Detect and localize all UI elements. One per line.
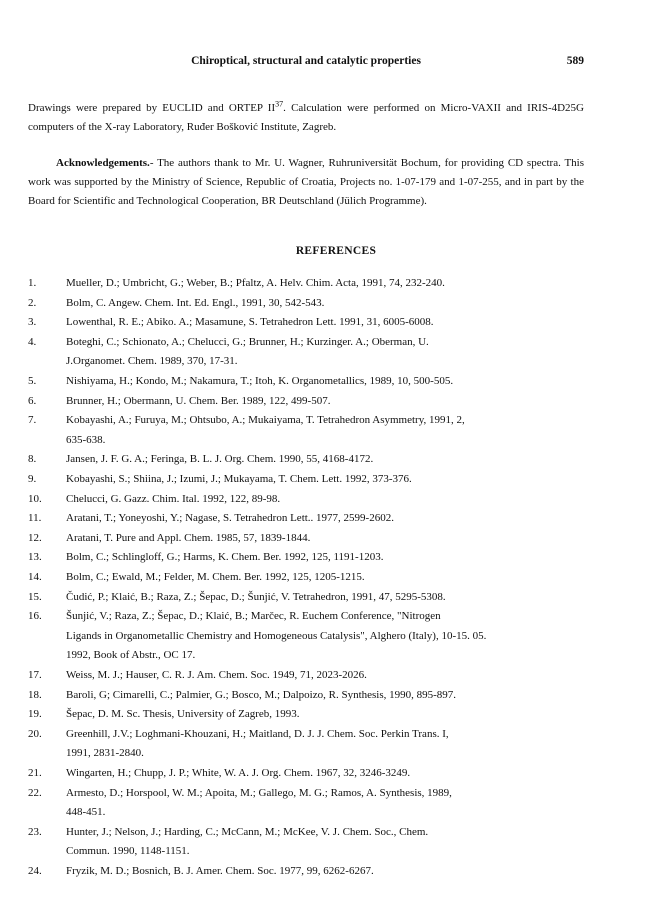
reference-text <box>66 686 584 706</box>
reference-item <box>28 470 584 490</box>
reference-number: 24. <box>28 865 42 877</box>
reference-item <box>28 568 584 588</box>
reference-line: Čudić, P.; Klaić, B.; Raza, Z.; Šepac, D.; Šunjić, V. Tetrahedron, 1991, 47, 5295-5308. <box>66 590 446 603</box>
reference-line: Greenhill, J.V.; Loghmani-Khouzani, H.; Maitland, D. J. J. Chem. Soc. Perkin Trans. I, <box>66 727 449 740</box>
reference-text <box>66 784 584 823</box>
reference-line: Hunter, J.; Nelson, J.; Harding, C.; McCann, M.; McKee, V. J. Chem. Soc., Chem. <box>66 825 429 838</box>
reference-line: Aratani, T. Pure and Appl. Chem. 1985, 57, 1839-1844. <box>66 531 311 544</box>
reference-line: Commun. 1990, 1148-1151. <box>66 845 190 858</box>
reference-line: Brunner, H.; Obermann, U. Chem. Ber. 1989, 122, 499-507. <box>66 394 331 407</box>
reference-item <box>28 294 584 314</box>
reference-item <box>28 490 584 510</box>
reference-text <box>66 588 584 608</box>
reference-line: J.Organomet. Chem. 1989, 370, 17-31. <box>66 355 238 368</box>
reference-number: 23. <box>28 825 42 838</box>
reference-item <box>28 862 584 882</box>
reference-item <box>28 372 584 392</box>
reference-number: 8. <box>28 453 37 466</box>
reference-line: Boteghi, C.; Schionato, A.; Chelucci, G.; Brunner, H.; Kurzinger. A.; Oberman, U. <box>66 335 429 348</box>
reference-item <box>28 529 584 549</box>
reference-line: Fryzik, M. D.; Bosnich, B. J. Amer. Chem. Soc. 1977, 99, 6262-6267. <box>66 865 374 877</box>
reference-item <box>28 666 584 686</box>
reference-line: Jansen, J. F. G. A.; Feringa, B. L. J. Org. Chem. 1990, 55, 4168-4172. <box>66 453 374 466</box>
reference-line: Nishiyama, H.; Kondo, M.; Nakamura, T.; Itoh, K. Organometallics, 1989, 10, 500-505. <box>66 375 454 387</box>
reference-text <box>66 294 584 314</box>
reference-number: 21. <box>28 767 42 779</box>
reference-number: 19. <box>28 708 42 721</box>
reference-number: 2. <box>28 296 37 309</box>
reference-item <box>28 823 584 862</box>
reference-line: Mueller, D.; Umbricht, G.; Weber, B.; Pfaltz, A. Helv. Chim. Acta, 1991, 74, 232-240. <box>66 277 445 289</box>
reference-item <box>28 686 584 706</box>
reference-line: Šunjić, V.; Raza, Z.; Šepac, D.; Klaić, B.; Marčec, R. Euchem Conference, "Nitrogen <box>66 610 441 623</box>
reference-number: 20. <box>28 727 42 740</box>
reference-number: 10. <box>28 492 42 505</box>
reference-number: 16. <box>28 610 42 623</box>
reference-number: 7. <box>28 414 37 427</box>
reference-text <box>66 490 584 510</box>
reference-line: Lowenthal, R. E.; Abiko. A.; Masamune, S. Tetrahedron Lett. 1991, 31, 6005-6008. <box>66 316 434 329</box>
reference-line: Aratani, T.; Yoneyoshi, Y.; Nagase, S. Tetrahedron Lett.. 1977, 2599-2602. <box>66 512 394 525</box>
reference-number: 17. <box>28 669 42 681</box>
reference-text <box>66 450 584 470</box>
reference-text <box>66 568 584 588</box>
page-header <box>28 55 584 73</box>
reference-line: Bolm, C. Angew. Chem. Int. Ed. Engl., 1991, 30, 542-543. <box>66 296 325 309</box>
reference-line: 1991, 2831-2840. <box>66 747 144 760</box>
reference-item <box>28 333 584 372</box>
reference-number: 18. <box>28 688 42 701</box>
reference-text <box>66 529 584 549</box>
reference-number: 14. <box>28 571 42 583</box>
reference-text <box>66 666 584 686</box>
acknowledgements-text: - The authors thank to Mr. U. Wagner, Ruhruniversität Bochum, for providing CD spectra. This work was supported by the Ministry of Science, Republic of Croatia, Projects no. 1-07-179 and 1-07-255, and in part by the Board for Scientific and Technological Cooperation, BR Deutschland (Jülich Programme). <box>28 157 584 207</box>
reference-line: Šepac, D. M. Sc. Thesis, University of Zagreb, 1993. <box>66 708 300 721</box>
reference-number: 5. <box>28 375 37 387</box>
reference-text <box>66 392 584 412</box>
reference-number: 3. <box>28 316 37 329</box>
references-heading: REFERENCES <box>295 245 377 257</box>
reference-line: Ligands in Organometallic Chemistry and Homogeneous Catalysis", Alghero (Italy), 10-15. 05. <box>66 629 487 642</box>
running-title: Chiroptical, structural and catalytic properties <box>191 55 421 67</box>
reference-item <box>28 764 584 784</box>
reference-line: 1992, Book of Abstr., OC 17. <box>66 649 196 662</box>
reference-item <box>28 411 584 450</box>
reference-text <box>66 823 584 862</box>
reference-text <box>66 705 584 725</box>
reference-number: 15. <box>28 590 42 603</box>
reference-text <box>66 548 584 568</box>
reference-line: Baroli, G; Cimarelli, C.; Palmier, G.; Bosco, M.; Dalpoizo, R. Synthesis, 1990, 895-897. <box>66 688 457 701</box>
reference-item <box>28 705 584 725</box>
reference-text <box>66 333 584 372</box>
reference-text <box>66 607 584 666</box>
drawings-text-post: . Calculation were performed on Micro-VAXII and IRIS-4D25G computers of the X-ray Laboratory, Ruđer Bošković Institute, Zagreb. <box>28 102 584 133</box>
reference-superscript: 37 <box>275 99 284 109</box>
acknowledgements-paragraph <box>28 154 584 211</box>
reference-line: Kobayashi, A.; Furuya, M.; Ohtsubo, A.; Mukaiyama, T. Tetrahedron Asymmetry, 1991, 2, <box>66 414 465 427</box>
reference-number: 11. <box>28 512 42 525</box>
reference-line: Weiss, M. J.; Hauser, C. R. J. Am. Chem. Soc. 1949, 71, 2023-2026. <box>66 669 367 681</box>
reference-item <box>28 274 584 294</box>
reference-number: 13. <box>28 551 42 564</box>
reference-item <box>28 548 584 568</box>
acknowledgements-heading: Acknowledgements. <box>56 157 150 169</box>
drawings-paragraph <box>28 99 584 137</box>
reference-number: 12. <box>28 531 42 544</box>
reference-text <box>66 411 584 450</box>
reference-item <box>28 725 584 764</box>
page-number: 589 <box>566 55 584 67</box>
reference-text <box>66 725 584 764</box>
reference-number: 22. <box>28 786 42 799</box>
reference-line: Kobayashi, S.; Shiina, J.; Izumi, J.; Mukayama, T. Chem. Lett. 1992, 373-376. <box>66 473 412 485</box>
reference-item <box>28 450 584 470</box>
reference-text <box>66 274 584 294</box>
reference-text <box>66 509 584 529</box>
reference-text <box>66 862 584 882</box>
reference-line: Armesto, D.; Horspool, W. M.; Apoita, M.; Gallego, M. G.; Ramos, A. Synthesis, 1989, <box>66 786 452 799</box>
reference-number: 4. <box>28 335 37 348</box>
reference-line: Wingarten, H.; Chupp, J. P.; White, W. A. J. Org. Chem. 1967, 32, 3246-3249. <box>66 767 411 779</box>
reference-item <box>28 607 584 666</box>
reference-item <box>28 784 584 823</box>
reference-item <box>28 509 584 529</box>
reference-line: 448-451. <box>66 806 106 819</box>
reference-line: 635-638. <box>66 433 106 446</box>
reference-text <box>66 313 584 333</box>
reference-number: 1. <box>28 277 37 289</box>
reference-line: Chelucci, G. Gazz. Chim. Ital. 1992, 122, 89-98. <box>66 492 281 505</box>
reference-text <box>66 470 584 490</box>
reference-item <box>28 392 584 412</box>
reference-number: 9. <box>28 473 37 485</box>
reference-line: Bolm, C.; Schlingloff, G.; Harms, K. Chem. Ber. 1992, 125, 1191-1203. <box>66 551 384 564</box>
reference-line: Bolm, C.; Ewald, M.; Felder, M. Chem. Ber. 1992, 125, 1205-1215. <box>66 571 365 583</box>
reference-text <box>66 372 584 392</box>
reference-item <box>28 588 584 608</box>
reference-number: 6. <box>28 394 37 407</box>
reference-item <box>28 313 584 333</box>
drawings-text-pre: Drawings were prepared by EUCLID and ORTEP II <box>28 102 276 114</box>
reference-text <box>66 764 584 784</box>
